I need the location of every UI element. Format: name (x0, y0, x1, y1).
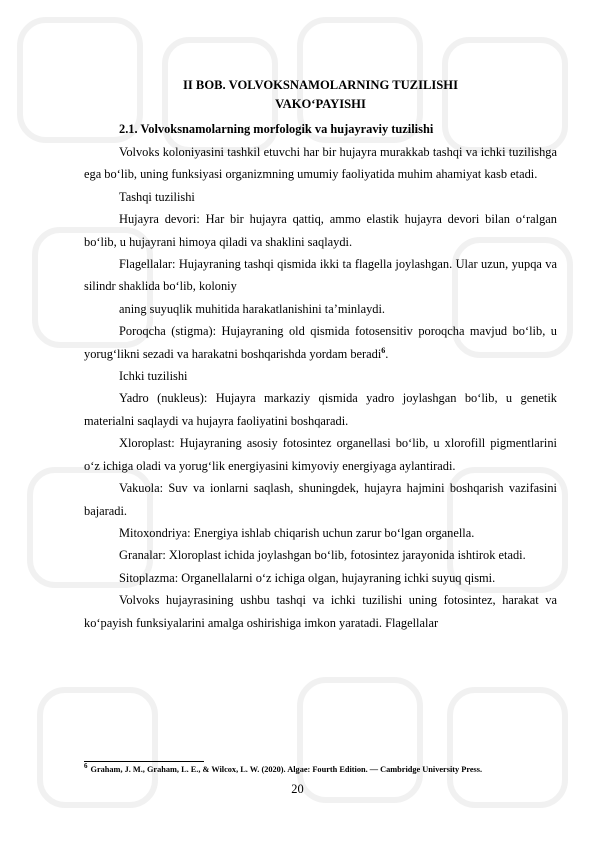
paragraph-flagella-continued: aning suyuqlik muhitida harakatlanishini ta’minlaydi. (119, 301, 386, 316)
paragraph-vacuole: Vakuola: Suv va ionlarni saqlash, shuningdek, hujayra hajmini boshqarish vazifasini bajaradi. (84, 481, 557, 518)
paragraph-cell-wall: Hujayra devori: Har bir hujayra qattiq, ammo elastik hujayra devori bilan o‘ralgan bo‘lib, u hujayrani himoya qiladi va shaklini saqlaydi. (84, 212, 557, 249)
paragraph-flagella: Flagellalar: Hujayraning tashqi qismida ikki ta flagella joylashgan. Ular uzun, yupqa va silindr shaklida bo‘lib, koloniy (84, 257, 557, 294)
chapter-title-line-1: II BOB. VOLVOKSNAMOLARNING TUZILISHI (182, 78, 458, 92)
paragraph-stigma (84, 320, 557, 365)
footnote-number: 6 (84, 762, 88, 771)
section-title: 2.1. Volvoksnamolarning morfologik va hujayraviy tuzilishi (119, 122, 434, 136)
paragraph-nucleus: Yadro (nukleus): Hujayra markaziy qismida yadro joylashgan bo‘lib, u genetik materialni saqlaydi va hujayra faoliyatini boshqaradi. (84, 391, 557, 428)
stigma-text-end: . (385, 346, 389, 361)
footnote-divider (84, 761, 204, 762)
paragraph-chloroplast: Xloroplast: Hujayraning asosiy fotosintez organellasi bo‘lib, u xlorofill pigmentlarini o‘z ichiga oladi va yorug‘lik energiyasini kimyoviy energiyaga aylantiradi. (84, 436, 557, 473)
paragraph-cytoplasm: Sitoplazma: Organellalarni o‘z ichiga olgan, hujayraning ichki suyuq qismi. (119, 570, 496, 585)
stigma-text: Poroqcha (stigma): Hujayraning old qismida fotosensitiv poroqcha mavjud bo‘lib, u yorug‘likni sezadi va harakatni boshqarishda yordam beradi (84, 324, 557, 361)
footnote (84, 764, 564, 776)
page-number: 20 (291, 782, 304, 796)
footnote-text: Graham, J. M., Graham, L. E., & Wilcox, L. W. (2020). Algae: Fourth Edition. — Cambridge University Press. (90, 765, 483, 774)
chapter-title-line-2: VAKO‘PAYISHI (275, 97, 366, 111)
subheading-inner-structure: Ichki tuzilishi (119, 369, 188, 384)
page-content (84, 76, 557, 634)
paragraph-summary: Volvoks hujayrasining ushbu tashqi va ichki tuzilishi uning fotosintez, harakat va ko‘payish funksiyalarini amalga oshirishiga imkon yaratadi. Flagellalar (84, 593, 557, 630)
paragraph-intro: Volvoks koloniyasini tashkil etuvchi har bir hujayra murakkab tashqi va ichki tuzilishga ega bo‘lib, uning funksiyasi organizmning umumiy faoliyatida muhim ahamiyat kasb etadi. (84, 145, 557, 182)
paragraph-granules: Granalar: Xloroplast ichida joylashgan bo‘lib, fotosintez jarayonida ishtirok etadi. (119, 548, 526, 563)
subheading-outer-structure: Tashqi tuzilishi (119, 189, 195, 204)
footnote-reference[interactable]: 6 (381, 345, 386, 355)
paragraph-mitochondria: Mitoxondriya: Energiya ishlab chiqarish uchun zarur bo‘lgan organella. (119, 525, 475, 540)
